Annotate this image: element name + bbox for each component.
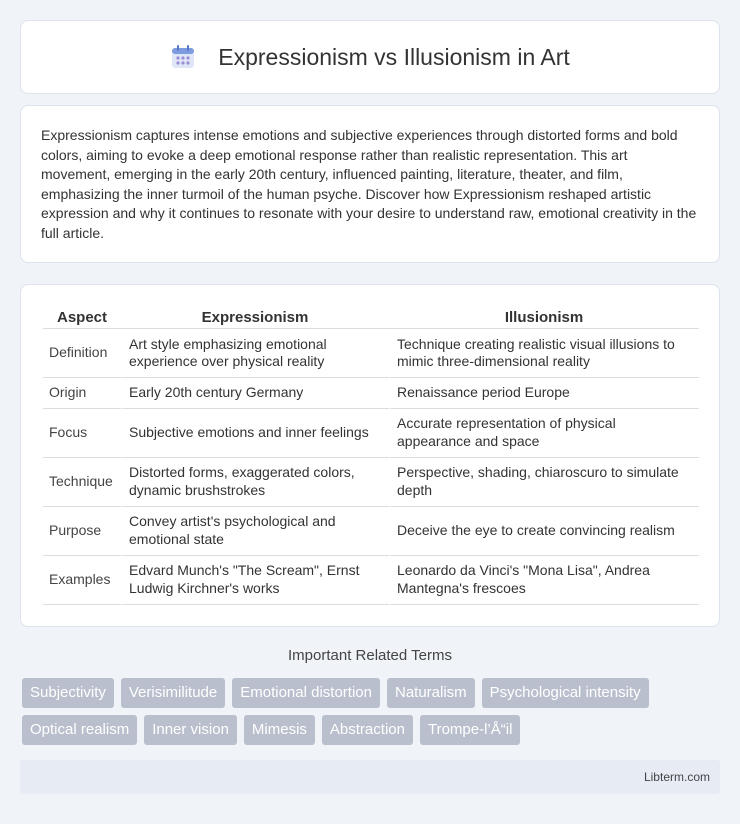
tag-inner-vision[interactable]: Inner vision xyxy=(144,715,237,745)
table-row xyxy=(43,378,699,409)
cell-illusionism: Deceive the eye to create convincing realism xyxy=(389,507,699,556)
tag-optical-realism[interactable]: Optical realism xyxy=(22,715,137,745)
calendar-icon xyxy=(170,44,196,70)
tag-emotional-distortion[interactable]: Emotional distortion xyxy=(232,678,380,708)
tag-naturalism[interactable]: Naturalism xyxy=(387,678,475,708)
cell-expressionism: Subjective emotions and inner feelings xyxy=(121,409,389,458)
table-row xyxy=(43,409,699,458)
cell-aspect: Origin xyxy=(43,378,121,409)
cell-illusionism: Technique creating realistic visual illusions to mimic three-dimensional reality xyxy=(389,329,699,378)
footer-site-link[interactable]: Libterm.com xyxy=(643,770,710,784)
tag-psychological-intensity[interactable]: Psychological intensity xyxy=(482,678,649,708)
cell-aspect: Purpose xyxy=(43,507,121,556)
tag-row xyxy=(22,678,722,708)
tag-verisimilitude[interactable]: Verisimilitude xyxy=(121,678,225,708)
intro-text: Expressionism captures intense emotions and subjective experiences through distorted forms and bold colors, aiming to evoke a deep emotional response rather than realistic representation. This art movement, emerging in the early 20th century, influenced painting, literature, theater, and film, emphasizing the inner turmoil of the human psyche. Discover how Expressionism reshaped artistic expression and why it continues to resonate with your desire to understand raw, emotional creativity in the full article. xyxy=(41,127,697,241)
cell-expressionism: Distorted forms, exaggerated colors, dynamic brushstrokes xyxy=(121,458,389,507)
cell-illusionism: Perspective, shading, chiaroscuro to simulate depth xyxy=(389,458,699,507)
header-aspect: Aspect xyxy=(43,307,121,329)
comparison-table xyxy=(43,307,699,605)
tag-trompe-loeil[interactable]: Trompe-l’Å“il xyxy=(420,715,520,745)
table-header-row xyxy=(43,307,699,329)
intro-card xyxy=(20,105,720,263)
table-row xyxy=(43,556,699,605)
table-row xyxy=(43,458,699,507)
cell-aspect: Focus xyxy=(43,409,121,458)
table-row xyxy=(43,329,699,378)
tag-subjectivity[interactable]: Subjectivity xyxy=(22,678,114,708)
cell-illusionism: Accurate representation of physical appearance and space xyxy=(389,409,699,458)
table-row xyxy=(43,507,699,556)
footer xyxy=(20,760,720,794)
cell-aspect: Technique xyxy=(43,458,121,507)
tag-mimesis[interactable]: Mimesis xyxy=(244,715,315,745)
related-terms xyxy=(22,678,722,752)
header-illusionism: Illusionism xyxy=(389,307,699,329)
tag-row xyxy=(22,715,722,745)
cell-aspect: Definition xyxy=(43,329,121,378)
related-terms-title: Important Related Terms xyxy=(288,647,452,664)
cell-aspect: Examples xyxy=(43,556,121,605)
cell-illusionism: Leonardo da Vinci's "Mona Lisa", Andrea Mantegna's frescoes xyxy=(389,556,699,605)
tag-abstraction[interactable]: Abstraction xyxy=(322,715,413,745)
cell-illusionism: Renaissance period Europe xyxy=(389,378,699,409)
cell-expressionism: Edvard Munch's "The Scream", Ernst Ludwig Kirchner's works xyxy=(121,556,389,605)
cell-expressionism: Convey artist's psychological and emotional state xyxy=(121,507,389,556)
comparison-card xyxy=(20,284,720,627)
page-title: Expressionism vs Illusionism in Art xyxy=(218,43,570,70)
header-expressionism: Expressionism xyxy=(121,307,389,329)
cell-expressionism: Early 20th century Germany xyxy=(121,378,389,409)
title-card xyxy=(20,20,720,94)
cell-expressionism: Art style emphasizing emotional experience over physical reality xyxy=(121,329,389,378)
